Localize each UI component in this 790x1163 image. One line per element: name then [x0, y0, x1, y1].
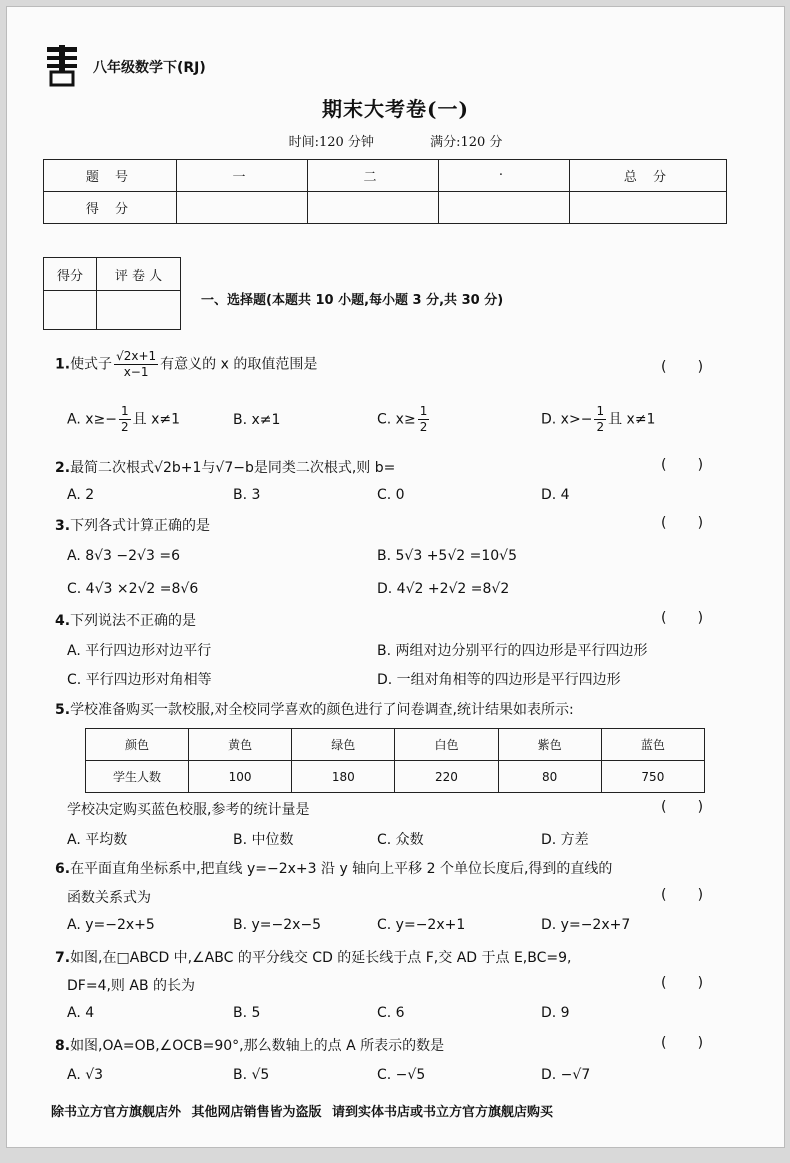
option-c[interactable]: C. y=−2x+1 [377, 917, 466, 933]
table-cell: 蓝色 [601, 729, 704, 761]
grader-score-label: 得分 [44, 258, 97, 291]
question-text: 有意义的 x 的取值范围是 [160, 356, 318, 373]
question-6-continued: 函数关系式为 [67, 890, 151, 906]
option-d[interactable]: D. 一组对角相等的四边形是平行四边形 [377, 672, 621, 688]
option-c[interactable]: C. 0 [377, 487, 405, 503]
answer-blank[interactable]: ( ) [661, 457, 704, 473]
answer-blank[interactable]: ( ) [661, 1035, 704, 1051]
table-row [86, 729, 705, 761]
score-table-score-row [44, 192, 727, 224]
question-4 [55, 610, 196, 630]
question-text: 如图,在□ABCD 中,∠ABC 的平分线交 CD 的延长线于点 F,交 AD 于点 E,BC=9, [70, 950, 572, 966]
question-1 [55, 349, 317, 380]
score-cell: 总 分 [570, 160, 727, 192]
table-cell: 学生人数 [86, 761, 189, 793]
option-c[interactable]: C. 4√3 ×2√2 =8√6 [67, 581, 199, 597]
grader-name-cell[interactable] [97, 291, 181, 330]
option-b[interactable]: B. 中位数 [233, 832, 294, 848]
option-b[interactable]: B. 两组对边分别平行的四边形是平行四边形 [377, 643, 648, 659]
question-6 [55, 858, 612, 878]
option-text: D. x>− [541, 411, 593, 428]
question-2 [55, 457, 395, 477]
answer-blank[interactable]: ( ) [661, 359, 704, 375]
option-a[interactable]: A. 4 [67, 1005, 95, 1021]
option-a[interactable] [67, 404, 180, 435]
time-info [7, 131, 784, 150]
option-d[interactable]: D. −√7 [541, 1067, 591, 1083]
option-a[interactable]: A. 平行四边形对边平行 [67, 643, 212, 659]
table-cell: 黄色 [189, 729, 292, 761]
question-text: 在平面直角坐标系中,把直线 y=−2x+3 沿 y 轴向上平移 2 个单位长度后,得到的直线的 [70, 861, 613, 877]
option-c[interactable]: C. −√5 [377, 1067, 426, 1083]
table-cell: 紫色 [498, 729, 601, 761]
question-number: 3. [55, 518, 71, 534]
option-d[interactable]: D. 4√2 +2√2 =8√2 [377, 581, 510, 597]
fraction-denominator: 2 [419, 420, 428, 434]
question-text: 下列说法不正确的是 [70, 613, 197, 629]
option-text: 且 x≠1 [132, 411, 180, 428]
fraction [594, 404, 606, 435]
fraction-numerator: 1 [596, 404, 605, 418]
fraction [114, 349, 158, 380]
option-text: 且 x≠1 [608, 411, 656, 428]
option-a[interactable]: A. 8√3 −2√3 =6 [67, 548, 180, 564]
option-b[interactable]: B. √5 [233, 1067, 270, 1083]
question-text: 下列各式计算正确的是 [70, 518, 211, 534]
option-b[interactable]: B. x≠1 [233, 412, 281, 428]
grader-name-label: 评 卷 人 [97, 258, 181, 291]
question-number: 8. [55, 1038, 71, 1054]
question-5-prompt: 学校决定购买蓝色校服,参考的统计量是 [67, 802, 310, 818]
question-text: 使式子 [70, 356, 113, 373]
option-text: C. x≥ [377, 411, 416, 428]
table-cell: 颜色 [86, 729, 189, 761]
question-text: 如图,OA=OB,∠OCB=90°,那么数轴上的点 A 所表示的数是 [70, 1038, 445, 1054]
book-logo-icon [45, 45, 79, 87]
table-cell: 100 [189, 761, 292, 793]
option-c[interactable] [377, 404, 431, 435]
fraction [418, 404, 430, 435]
option-b[interactable]: B. y=−2x−5 [233, 917, 322, 933]
question-number: 7. [55, 950, 71, 966]
fraction [119, 404, 131, 435]
section-title: 一、选择题(本题共 10 小题,每小题 3 分,共 30 分) [201, 293, 504, 308]
score-cell: 一 [177, 160, 308, 192]
question-number: 5. [55, 702, 71, 718]
exam-title: 期末大考卷(一) [322, 97, 469, 121]
question-8 [55, 1035, 444, 1055]
option-c[interactable]: C. 众数 [377, 832, 424, 848]
answer-blank[interactable]: ( ) [661, 799, 704, 815]
answer-blank[interactable]: ( ) [661, 887, 704, 903]
question-7-continued: DF=4,则 AB 的长为 [67, 978, 196, 994]
score-table-header-row [44, 160, 727, 192]
full-score: 满分:120 分 [430, 135, 503, 150]
answer-blank[interactable]: ( ) [661, 610, 704, 626]
table-row [86, 761, 705, 793]
option-c[interactable]: C. 平行四边形对角相等 [67, 672, 212, 688]
option-d[interactable]: D. 方差 [541, 832, 589, 848]
option-a[interactable]: A. 2 [67, 487, 95, 503]
score-cell: 题 号 [44, 160, 177, 192]
color-survey-table [85, 728, 705, 793]
fraction-denominator: 2 [596, 420, 605, 434]
score-cell: 二 [308, 160, 439, 192]
answer-blank[interactable]: ( ) [661, 975, 704, 991]
score-input-cell[interactable] [177, 192, 308, 224]
question-number: 2. [55, 460, 71, 476]
table-cell: 白色 [395, 729, 498, 761]
score-cell: 得 分 [44, 192, 177, 224]
option-d[interactable]: D. 9 [541, 1005, 570, 1021]
exam-page [6, 6, 785, 1148]
question-number: 1. [55, 356, 71, 373]
table-cell: 80 [498, 761, 601, 793]
option-d[interactable] [541, 404, 655, 435]
option-d[interactable]: D. 4 [541, 487, 570, 503]
question-3 [55, 515, 210, 535]
score-cell: · [439, 160, 570, 192]
question-number: 4. [55, 613, 71, 629]
grader-box [43, 257, 181, 330]
time-limit: 时间:120 分钟 [288, 135, 374, 150]
question-number: 6. [55, 861, 71, 877]
option-a[interactable]: A. √3 [67, 1067, 104, 1083]
question-text: 学校准备购买一款校服,对全校同学喜欢的颜色进行了问卷调查,统计结果如表所示: [70, 702, 574, 718]
option-d[interactable]: D. y=−2x+7 [541, 917, 631, 933]
option-b[interactable]: B. 3 [233, 487, 261, 503]
option-a[interactable]: A. y=−2x+5 [67, 917, 155, 933]
table-cell: 220 [395, 761, 498, 793]
table-cell: 750 [601, 761, 704, 793]
fraction-numerator: 1 [120, 404, 129, 418]
table-cell: 绿色 [292, 729, 395, 761]
question-5 [55, 699, 574, 719]
grader-score-cell[interactable] [44, 291, 97, 330]
fraction-denominator: x−1 [123, 365, 149, 379]
score-table [43, 159, 727, 224]
option-b[interactable]: B. 5 [233, 1005, 261, 1021]
table-cell: 180 [292, 761, 395, 793]
option-c[interactable]: C. 6 [377, 1005, 405, 1021]
option-text: A. x≥− [67, 411, 117, 428]
score-input-cell[interactable] [570, 192, 727, 224]
answer-blank[interactable]: ( ) [661, 515, 704, 531]
question-7 [55, 947, 571, 967]
score-input-cell[interactable] [439, 192, 570, 224]
fraction-numerator: 1 [419, 404, 428, 418]
option-a[interactable]: A. 平均数 [67, 832, 128, 848]
option-b[interactable]: B. 5√3 +5√2 =10√5 [377, 548, 517, 564]
fraction-numerator: √2x+1 [116, 349, 157, 363]
score-input-cell[interactable] [308, 192, 439, 224]
fraction-denominator: 2 [120, 420, 129, 434]
question-text: 最简二次根式√2b+1与√7−b是同类二次根式,则 b= [70, 460, 396, 476]
anti-piracy-notice: 除书立方官方旗舰店外 其他网店销售皆为盗版 请到实体书店或书立方官方旗舰店购买 [51, 1105, 554, 1120]
book-title: 八年级数学下(RJ) [93, 60, 206, 76]
